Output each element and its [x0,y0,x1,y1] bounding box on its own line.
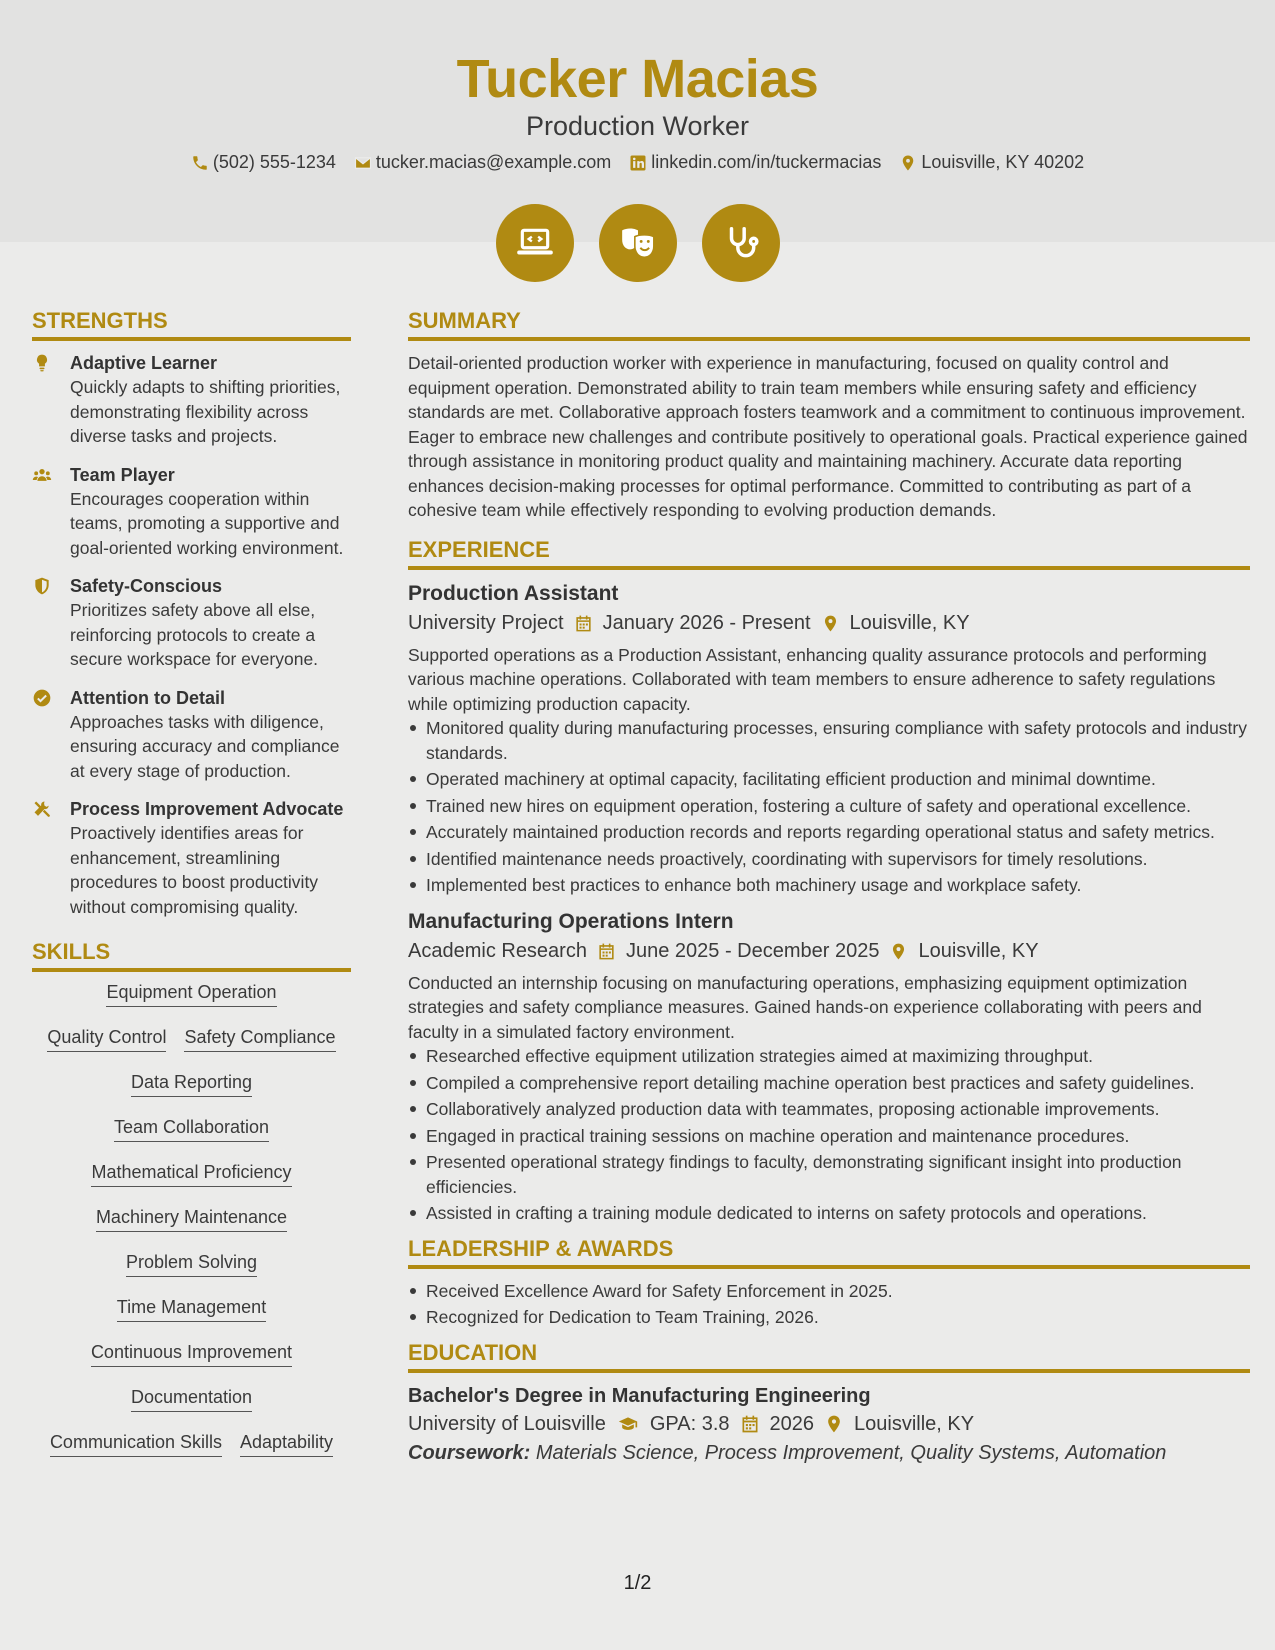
skill-tag: Continuous Improvement [91,1342,292,1367]
contact-bar [0,152,1275,173]
lightbulb-icon [32,353,52,373]
strength-title: Process Improvement Advocate [70,799,344,819]
job-title: Production Assistant [408,581,619,605]
badge-stethoscope [702,204,780,282]
graduation-cap-icon [616,1414,640,1434]
list-item: Operated machinery at optimal capacity, facilitating efficient production and minimal downtime. [408,767,1250,792]
skill-tag: Machinery Maintenance [96,1207,287,1232]
check-circle-icon [32,688,52,708]
strength-desc: Approaches tasks with diligence, ensuring accuracy and compliance at every stage of production. [70,711,340,781]
school-name: University of Louisville [408,1412,606,1435]
skill-tag: Documentation [131,1387,252,1412]
interest-badges [0,204,1275,282]
location-pin-icon [889,942,908,961]
calendar-icon [574,614,593,633]
strength-item [32,463,351,561]
job-title: Manufacturing Operations Intern [408,909,734,933]
strength-desc: Proactively identifies areas for enhancement, streamlining procedures to boost productivity without compromising quality. [70,823,319,917]
job-bullets [408,1044,1250,1226]
phone-icon [191,154,209,172]
strength-item [32,797,351,919]
contact-email[interactable] [354,152,611,173]
linkedin-icon [629,154,647,172]
list-item: Assisted in crafting a training module dedicated to interns on safety protocols and operations. [408,1201,1250,1226]
list-item: Implemented best practices to enhance both machinery usage and workplace safety. [408,873,1250,898]
coursework-list: Materials Science, Process Improvement, Quality Systems, Automation [535,1441,1167,1464]
job-meta [408,940,1250,963]
summary-heading: SUMMARY [408,308,1250,341]
skill-tag: Adaptability [240,1432,333,1457]
job-meta [408,612,1250,635]
strength-title: Attention to Detail [70,687,225,708]
skill-tag: Data Reporting [131,1072,252,1097]
right-column [408,308,1250,1465]
strength-desc: Quickly adapts to shifting priorities, demonstrating flexibility across diverse tasks and projects. [70,377,341,446]
graduation-year: 2026 [769,1412,815,1435]
job-entry [408,908,1250,1226]
linkedin-text: linkedin.com/in/tuckermacias [651,152,882,172]
gpa: GPA: 3.8 [649,1412,730,1435]
job-description: Conducted an internship focusing on manufacturing operations, emphasizing equipment optimization strategies and safety compliance measures. Gained hands-on experience collaborating with peers and faculty in a simulated factory environment. [408,972,1202,1042]
education-meta [408,1413,1250,1436]
list-item: Collaboratively analyzed production data with teammates, proposing actionable improvements. [408,1097,1250,1122]
skills-list [32,982,351,1477]
degree-title: Bachelor's Degree in Manufacturing Engineering [408,1384,871,1407]
strengths-heading: STRENGTHS [32,308,351,341]
skill-tag: Communication Skills [50,1432,222,1457]
coursework-label: Coursework: [408,1441,531,1464]
location-pin-icon [824,1414,844,1434]
laptop-code-icon [516,224,554,262]
strength-title: Safety-Conscious [70,576,223,596]
contact-linkedin[interactable] [629,152,881,173]
list-item: Presented operational strategy findings to faculty, demonstrating significant insight into production efficiencies. [408,1150,1250,1199]
job-location: Louisville, KY [918,939,1039,962]
school-location: Louisville, KY [854,1412,975,1435]
list-item: Researched effective equipment utilization strategies aimed at maximizing throughput. [408,1044,1250,1069]
leadership-heading: LEADERSHIP & AWARDS [408,1236,1250,1269]
badge-masks [599,204,677,282]
skill-tag: Equipment Operation [106,982,276,1007]
skill-tag: Problem Solving [126,1252,257,1277]
job-description: Supported operations as a Production Assistant, enhancing quality assurance protocols and performing various machine operations. Collaborated with team members to ensure adherence to safety regulations while optimizing production capacity. [408,644,1216,714]
job-org: University Project [408,611,564,634]
location-pin-icon [821,614,840,633]
job-org: Academic Research [408,939,587,962]
users-icon [32,465,52,485]
job-entry [408,580,1250,898]
job-title-header: Production Worker [525,111,750,141]
coursework [408,1442,1250,1465]
job-dates: January 2026 - Present [602,611,811,634]
awards-list [408,1279,1250,1330]
strength-desc: Encourages cooperation within teams, promoting a supportive and goal-oriented working environment. [70,488,344,558]
phone-text: (502) 555-1234 [212,152,336,172]
skill-tag: Mathematical Proficiency [91,1162,291,1187]
skill-tag: Time Management [117,1297,266,1322]
strength-item [32,351,351,449]
education-heading: EDUCATION [408,1340,1250,1373]
job-dates: June 2025 - December 2025 [625,939,880,962]
strength-item [32,574,351,672]
stethoscope-icon [722,224,760,262]
list-item: Received Excellence Award for Safety Enforcement in 2025. [408,1279,1250,1304]
skill-tag: Team Collaboration [114,1117,269,1142]
calendar-icon [597,942,616,961]
calendar-icon [740,1414,760,1434]
contact-phone[interactable] [191,152,336,173]
skill-tag: Quality Control [47,1027,166,1052]
shield-icon [32,576,52,596]
email-icon [354,154,372,172]
left-column [32,308,351,1477]
list-item: Monitored quality during manufacturing processes, ensuring compliance with safety protocols and industry standards. [408,716,1250,765]
skills-heading: SKILLS [32,939,351,972]
summary-text: Detail-oriented production worker with experience in manufacturing, focused on quality control and equipment operation. Demonstrated ability to train team members while ensuring safety and efficiency standards are met. Collaborative approach fosters teamwork and a commitment to continuous improvement. Eager to embrace new challenges and contribute positively to operational goals. Practical experience gained through assistance in monitoring product quality and maintaining machinery. Accurate data reporting enhances decision-making processes for optimal performance. Committed to contributing as part of a cohesive team while effectively responding to evolving production demands. [408,353,1248,520]
email-text: tucker.macias@example.com [375,152,612,172]
location-pin-icon [899,154,917,172]
list-item: Accurately maintained production records and reports regarding operational status and safety metrics. [408,820,1250,845]
contact-location [899,152,1084,173]
list-item: Trained new hires on equipment operation, fostering a culture of safety and operational excellence. [408,794,1250,819]
list-item: Compiled a comprehensive report detailing machine operation best practices and safety guidelines. [408,1071,1250,1096]
list-item: Engaged in practical training sessions on machine operation and maintenance procedures. [408,1124,1250,1149]
badge-laptop [496,204,574,282]
page-number: 1/2 [623,1572,652,1594]
strength-item [32,686,351,784]
strength-title: Team Player [70,464,175,485]
strength-desc: Prioritizes safety above all else, reinforcing protocols to create a secure workspace for everyone. [70,600,319,669]
list-item: Recognized for Dedication to Team Training, 2026. [408,1305,1250,1330]
list-item: Identified maintenance needs proactively, coordinating with supervisors for timely resolutions. [408,847,1250,872]
theater-masks-icon [619,224,657,262]
skill-tag: Safety Compliance [184,1027,335,1052]
job-bullets [408,716,1250,898]
candidate-name: Tucker Macias [456,49,819,109]
job-location: Louisville, KY [849,611,970,634]
tools-icon [32,799,52,819]
location-text: Louisville, KY 40202 [921,152,1085,172]
experience-heading: EXPERIENCE [408,537,1250,570]
strength-title: Adaptive Learner [70,353,218,373]
